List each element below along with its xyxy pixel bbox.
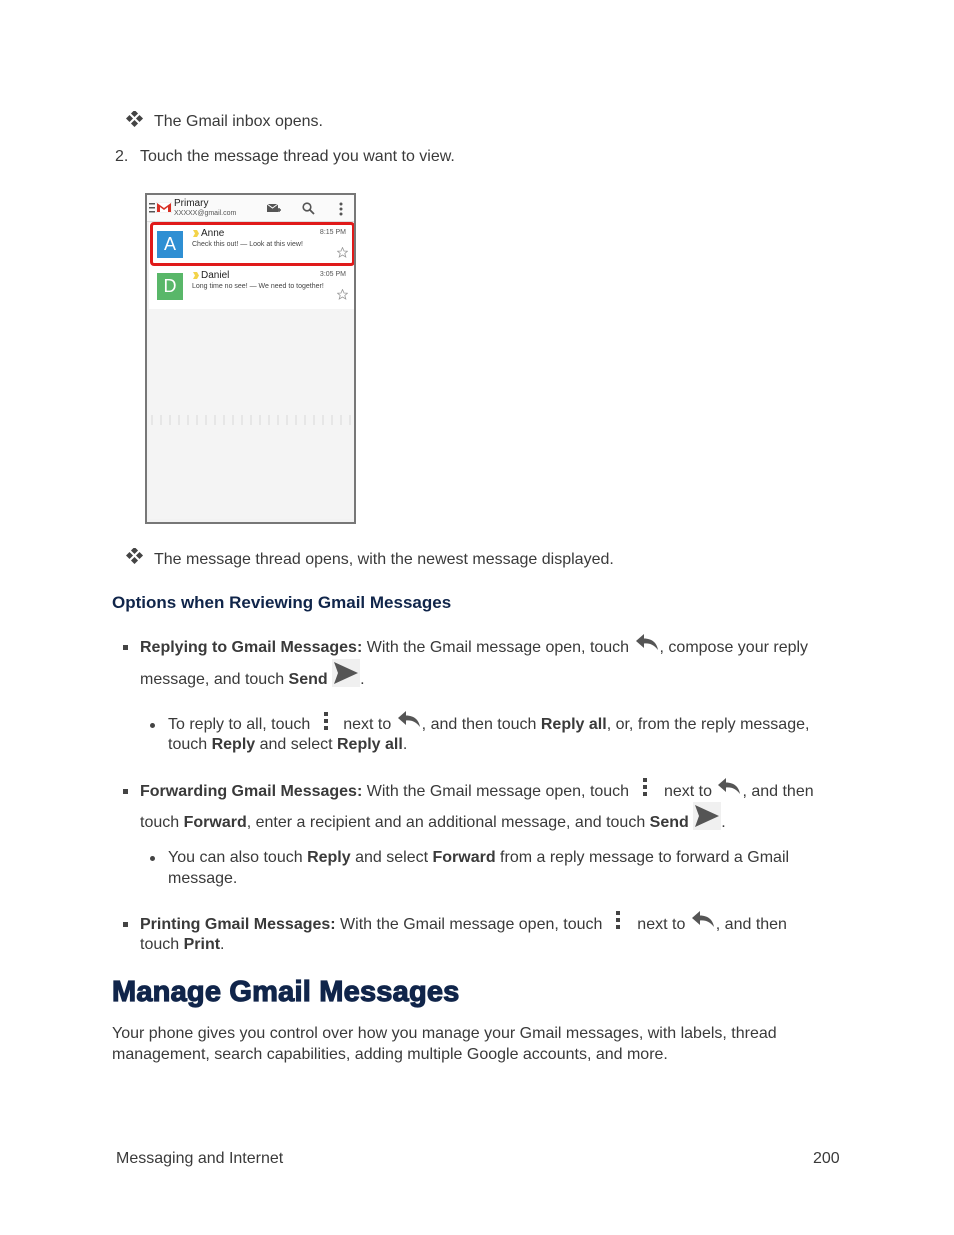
square-bullet — [123, 645, 128, 650]
message-row[interactable] — [149, 265, 354, 310]
reply-all-option: Reply all — [540, 716, 607, 733]
message-time: 8:15 PM — [319, 229, 346, 236]
result-text: The message thread opens, with the newest message displayed. — [154, 551, 614, 568]
reply-label: Replying to Gmail Messages: — [140, 639, 363, 656]
section-heading: Options when Reviewing Gmail Messages — [112, 593, 452, 612]
reply-all-text: , or, from the reply message, — [606, 716, 810, 733]
forward-text: , and then — [742, 783, 814, 800]
print-text: With the Gmail message open, touch — [335, 916, 607, 933]
print-option: Print — [183, 936, 221, 953]
forward-alt-line-2: message. — [168, 870, 238, 887]
sender-name: Daniel — [201, 270, 230, 281]
faded-ad-strip — [151, 415, 351, 425]
empty-inbox-area — [149, 309, 354, 519]
square-bullet — [123, 789, 128, 794]
reply-all-option: Reply all — [337, 736, 403, 753]
reply-text: With the Gmail message open, touch — [362, 639, 634, 656]
vertical-dots-menu-icon — [613, 911, 623, 929]
forward-option: Forward — [183, 814, 247, 831]
forward-text: next to — [659, 783, 717, 800]
forward-option: Forward — [432, 849, 496, 866]
reply-all-line-2 — [168, 735, 407, 755]
reply-text: . — [360, 671, 365, 688]
reply-line-1 — [140, 638, 808, 658]
forward-line-2 — [140, 813, 726, 833]
forward-line-1 — [140, 782, 814, 802]
diamond-bullet-icon — [126, 548, 144, 564]
print-text: next to — [632, 916, 690, 933]
page-title: Manage Gmail Messages — [112, 976, 460, 1008]
overflow-menu-icon — [339, 202, 343, 216]
account-email: XXXXX@gmail.com — [174, 210, 237, 217]
forward-alt-text: from a reply message to forward a Gmail — [495, 849, 790, 866]
footer-section: Messaging and Internet — [116, 1150, 284, 1167]
page-number: 200 — [813, 1150, 840, 1167]
print-text: . — [220, 936, 225, 953]
reply-all-text: and select — [255, 736, 337, 753]
step-text: Touch the message thread you want to view. — [140, 148, 455, 165]
reply-all-line-1 — [168, 715, 809, 735]
reply-arrow-icon — [634, 631, 660, 653]
print-text: touch — [140, 936, 184, 953]
reply-all-text: To reply to all, touch — [168, 716, 315, 733]
star-icon[interactable] — [337, 289, 348, 300]
gmail-logo-icon — [156, 202, 172, 213]
gmail-header-bar — [147, 195, 354, 222]
reply-arrow-icon — [396, 708, 422, 730]
forward-alt-text: and select — [350, 849, 433, 866]
intro-text-line-2: management, search capabilities, adding multiple Google accounts, and more. — [112, 1046, 668, 1063]
highlight-box — [150, 222, 355, 266]
reply-all-text: next to — [338, 716, 396, 733]
reply-all-text: . — [402, 736, 408, 753]
print-line-2 — [140, 935, 225, 955]
send-label: Send — [288, 671, 328, 688]
message-snippet: Check this out! — Look at this view! — [192, 241, 303, 248]
reply-all-text: , and then touch — [421, 716, 541, 733]
send-label: Send — [649, 814, 689, 831]
avatar: D — [157, 273, 183, 300]
compose-mail-icon — [267, 203, 281, 214]
reply-arrow-icon — [690, 908, 716, 930]
importance-marker-icon — [193, 272, 199, 279]
forward-label: Forwarding Gmail Messages: — [140, 783, 363, 800]
forward-alt-text: You can also touch — [168, 849, 308, 866]
reply-text: , compose your reply — [659, 639, 809, 656]
gmail-inbox-screenshot — [145, 193, 356, 524]
intro-text-line-1: Your phone gives you control over how you manage your Gmail messages, with labels, thread — [112, 1025, 777, 1042]
square-bullet — [123, 922, 128, 927]
print-text: , and then — [715, 916, 787, 933]
round-bullet — [150, 723, 155, 728]
reply-arrow-icon — [716, 775, 742, 797]
send-icon — [693, 802, 721, 830]
sender-name: Anne — [201, 228, 225, 239]
search-icon — [302, 202, 315, 215]
reply-option: Reply — [307, 849, 351, 866]
print-label: Printing Gmail Messages: — [140, 916, 336, 933]
inbox-label: Primary — [174, 198, 209, 209]
print-line-1 — [140, 915, 787, 935]
round-bullet — [150, 856, 155, 861]
send-icon — [332, 659, 360, 687]
vertical-dots-menu-icon — [321, 712, 331, 730]
forward-text: . — [721, 814, 726, 831]
avatar: A — [157, 231, 183, 258]
result-text: The Gmail inbox opens. — [154, 113, 323, 130]
forward-alt-line-1 — [168, 848, 789, 868]
forward-text: With the Gmail message open, touch — [362, 783, 634, 800]
reply-text: message, and touch — [140, 671, 289, 688]
forward-text: touch — [140, 814, 184, 831]
reply-line-2 — [140, 670, 365, 690]
step-number: 2. — [115, 148, 129, 165]
vertical-dots-menu-icon — [640, 778, 650, 796]
reply-option: Reply — [211, 736, 256, 753]
message-snippet: Long time no see! — We need to together! — [192, 283, 324, 290]
reply-all-text: touch — [168, 736, 212, 753]
diamond-bullet-icon — [126, 111, 144, 127]
message-time: 3:05 PM — [319, 271, 346, 278]
forward-text: , enter a recipient and an additional message, and touch — [246, 814, 650, 831]
